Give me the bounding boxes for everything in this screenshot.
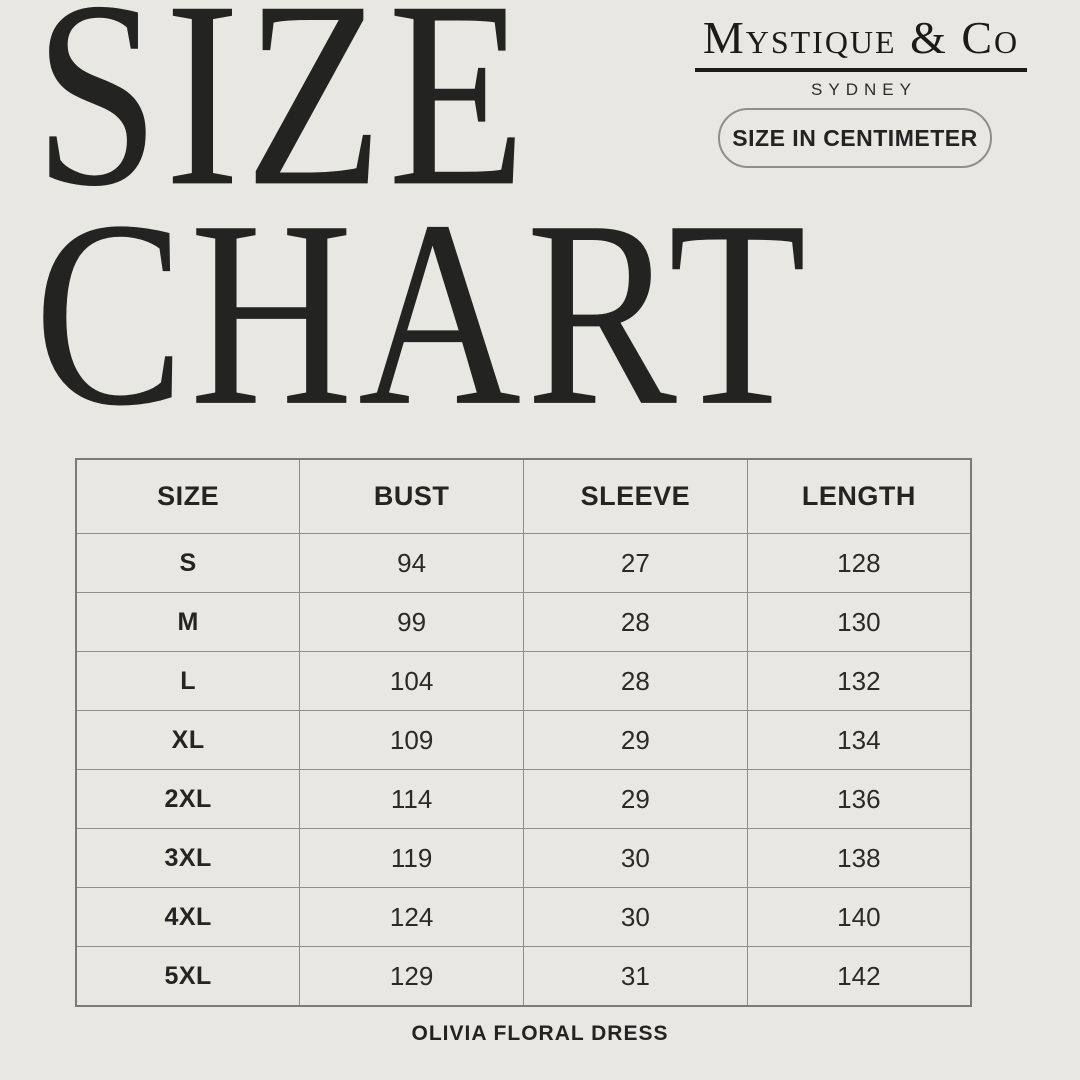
measurement-cell: 104	[300, 652, 524, 711]
size-table	[75, 458, 972, 1007]
table-row	[76, 770, 971, 829]
measurement-cell: 30	[524, 888, 748, 947]
brand-city: SYDNEY	[811, 80, 917, 100]
measurement-cell: 132	[747, 652, 971, 711]
table-row	[76, 711, 971, 770]
table-row	[76, 534, 971, 593]
measurement-cell: 140	[747, 888, 971, 947]
measurement-cell: 128	[747, 534, 971, 593]
measurement-cell: 30	[524, 829, 748, 888]
column-header-bust: BUST	[300, 459, 524, 534]
measurement-cell: 28	[524, 652, 748, 711]
brand-name: Mystique & Co	[702, 12, 1020, 63]
measurement-cell: 136	[747, 770, 971, 829]
measurement-cell: 119	[300, 829, 524, 888]
size-table-body	[76, 534, 971, 1007]
measurement-cell: 138	[747, 829, 971, 888]
measurement-cell: 114	[300, 770, 524, 829]
measurement-cell: 142	[747, 947, 971, 1007]
measurement-cell: 31	[524, 947, 748, 1007]
size-label-cell: 5XL	[76, 947, 300, 1007]
unit-badge-label: SIZE IN CENTIMETER	[732, 124, 978, 151]
table-row	[76, 652, 971, 711]
table-row	[76, 829, 971, 888]
measurement-cell: 28	[524, 593, 748, 652]
size-label-cell: 4XL	[76, 888, 300, 947]
size-label-cell: M	[76, 593, 300, 652]
measurement-cell: 129	[300, 947, 524, 1007]
unit-badge	[718, 108, 992, 168]
table-row	[76, 888, 971, 947]
size-table-header	[76, 459, 971, 534]
measurement-cell: 94	[300, 534, 524, 593]
measurement-cell: 124	[300, 888, 524, 947]
measurement-cell: 29	[524, 711, 748, 770]
measurement-cell: 134	[747, 711, 971, 770]
page-title-line-2: CHART	[34, 165, 812, 461]
measurement-cell: 109	[300, 711, 524, 770]
product-name: OLIVIA FLORAL DRESS	[411, 1022, 669, 1045]
header-row	[76, 459, 971, 534]
brand-logo	[695, 14, 1027, 100]
table-row	[76, 947, 971, 1007]
column-header-sleeve: SLEEVE	[524, 459, 748, 534]
measurement-cell: 29	[524, 770, 748, 829]
measurement-cell: 27	[524, 534, 748, 593]
measurement-cell: 130	[747, 593, 971, 652]
table-row	[76, 593, 971, 652]
size-label-cell: 2XL	[76, 770, 300, 829]
size-label-cell: S	[76, 534, 300, 593]
size-label-cell: XL	[76, 711, 300, 770]
measurement-cell: 99	[300, 593, 524, 652]
brand-underline	[695, 68, 1027, 72]
size-label-cell: 3XL	[76, 829, 300, 888]
column-header-size: SIZE	[76, 459, 300, 534]
column-header-length: LENGTH	[747, 459, 971, 534]
size-label-cell: L	[76, 652, 300, 711]
page-title-line-1: SIZE	[34, 0, 532, 242]
